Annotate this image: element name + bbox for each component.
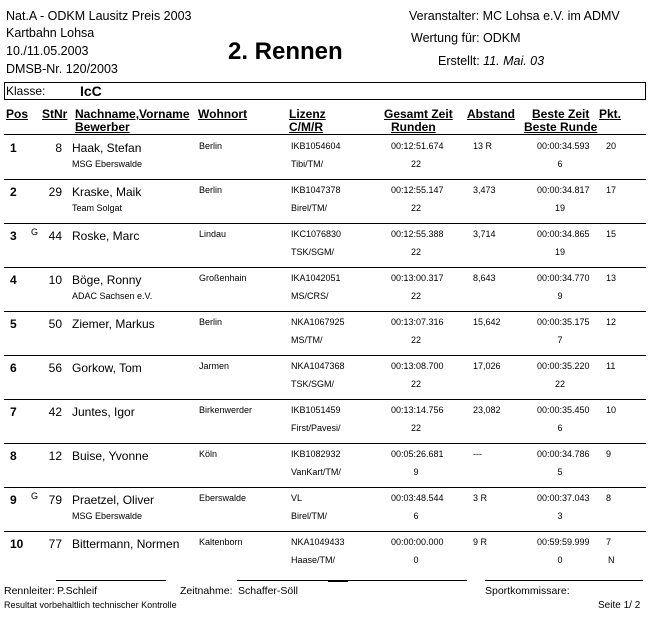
row-cmr: Haase/TM/ <box>291 555 336 565</box>
row-pos: 9 <box>10 493 17 507</box>
row-pkt: 17 <box>606 185 617 195</box>
row-lizenz: IKB1054604 <box>291 141 341 151</box>
row-pos: 1 <box>10 141 17 155</box>
row-abstand: 3,714 <box>473 229 496 239</box>
zeitnahme-line <box>237 580 467 581</box>
table-row <box>0 180 650 224</box>
row-beste-zeit: 00:00:34.817 <box>537 185 590 195</box>
row-cmr: VanKart/TM/ <box>291 467 341 477</box>
row-cmr: TSK/SGM/ <box>291 379 335 389</box>
row-abstand: 15,642 <box>473 317 501 327</box>
row-name: Juntes, Igor <box>72 405 135 419</box>
row-gesamt-zeit: 00:00:00.000 <box>391 537 444 547</box>
row-stnr: 77 <box>48 537 62 551</box>
row-stnr: 8 <box>55 141 62 155</box>
col-abstand: Abstand <box>467 107 515 121</box>
row-wohnort: Berlin <box>199 317 223 327</box>
row-name: Haak, Stefan <box>72 141 142 155</box>
row-beste-runde: 0 <box>557 555 563 565</box>
row-runden: 22 <box>410 203 422 213</box>
sportkommissare-label: Sportkommissare: <box>485 585 570 597</box>
row-stnr: 12 <box>48 449 62 463</box>
row-abstand: --- <box>473 449 482 459</box>
col-bewerber: Bewerber <box>75 120 130 134</box>
row-stnr: 44 <box>48 229 62 243</box>
row-lizenz: NKA1067925 <box>291 317 345 327</box>
row-name: Praetzel, Oliver <box>72 493 155 507</box>
row-name: Ziemer, Markus <box>72 317 155 331</box>
row-beste-zeit: 00:00:35.220 <box>537 361 590 371</box>
col-stnr: StNr <box>42 107 68 121</box>
zeitnahme-name: Schaffer-Söll <box>238 585 298 597</box>
row-gesamt-zeit: 00:12:55.388 <box>391 229 444 239</box>
row-pos: 5 <box>10 317 17 331</box>
table-row <box>0 268 650 312</box>
row-runden: 22 <box>410 379 422 389</box>
row-pkt: 9 <box>606 449 612 459</box>
row-beste-runde: 7 <box>557 335 563 345</box>
row-beste-runde: 19 <box>554 203 566 213</box>
row-gesamt-zeit: 00:05:26.681 <box>391 449 444 459</box>
row-stnr: 10 <box>48 273 62 287</box>
row-name: Böge, Ronny <box>72 273 142 287</box>
row-team: Team Solgat <box>72 203 123 213</box>
table-row <box>0 224 650 268</box>
class-value: IcC <box>80 83 102 99</box>
col-name: Nachname,Vorname <box>75 107 190 121</box>
row-wohnort: Berlin <box>199 185 223 195</box>
row-beste-zeit: 00:00:34.865 <box>537 229 590 239</box>
row-pkt: 13 <box>606 273 617 283</box>
col-runden: Runden <box>391 120 436 134</box>
row-gesamt-zeit: 00:12:55.147 <box>391 185 444 195</box>
row-cmr: First/Pavesi/ <box>291 423 341 433</box>
table-row <box>0 356 650 400</box>
row-gesamt-zeit: 00:03:48.544 <box>391 493 444 503</box>
row-lizenz: IKB1047378 <box>291 185 341 195</box>
control-note: Resultat vorbehaltlich technischer Kontrolle <box>4 600 177 610</box>
row-wohnort: Jarmen <box>199 361 230 371</box>
row-pos: 6 <box>10 361 17 375</box>
row-beste-zeit: 00:59:59.999 <box>537 537 590 547</box>
col-pkt: Pkt. <box>599 107 622 121</box>
dmsb-number: DMSB-Nr. 120/2003 <box>6 62 118 76</box>
row-pkt-extra: N <box>608 555 615 565</box>
row-gesamt-zeit: 00:13:07.316 <box>391 317 444 327</box>
row-pos: 10 <box>10 537 24 551</box>
row-beste-runde: 6 <box>557 423 563 433</box>
row-beste-runde: 3 <box>557 511 563 521</box>
row-beste-zeit: 00:00:35.175 <box>537 317 590 327</box>
row-pos: 3 <box>10 229 17 243</box>
row-cmr: TSK/SGM/ <box>291 247 335 257</box>
row-abstand: 17,026 <box>473 361 501 371</box>
col-pos: Pos <box>6 107 29 121</box>
row-beste-runde: 9 <box>557 291 563 301</box>
row-gesamt-zeit: 00:13:08.700 <box>391 361 444 371</box>
rennleiter-label: Rennleiter: <box>4 585 55 597</box>
row-wohnort: Großenhain <box>199 273 247 283</box>
row-runden: 9 <box>413 467 419 477</box>
col-cmr: C/M/R <box>289 120 323 134</box>
row-gesamt-zeit: 00:13:14.756 <box>391 405 444 415</box>
row-lizenz: IKC1076830 <box>291 229 342 239</box>
col-wohnort: Wohnort <box>198 107 248 121</box>
page-number: Seite 1/ 2 <box>598 600 641 611</box>
row-lizenz: IKA1042051 <box>291 273 341 283</box>
row-name: Buise, Yvonne <box>72 449 149 463</box>
row-pos: 7 <box>10 405 17 419</box>
row-name: Bittermann, Normen <box>72 537 180 551</box>
table-row <box>0 532 650 576</box>
row-cmr: Tibi/TM/ <box>291 159 324 169</box>
row-runden: 22 <box>410 159 422 169</box>
row-cmr: Birel/TM/ <box>291 511 327 521</box>
class-label: Klasse: <box>6 84 46 98</box>
track-name: Kartbahn Lohsa <box>6 26 95 40</box>
row-beste-zeit: 00:00:34.786 <box>537 449 590 459</box>
row-pkt: 8 <box>606 493 612 503</box>
row-pkt: 12 <box>606 317 617 327</box>
table-row <box>0 444 650 488</box>
zeitnahme-label: Zeitnahme: <box>180 585 233 597</box>
row-lizenz: VL <box>291 493 303 503</box>
row-stnr: 56 <box>48 361 62 375</box>
organizer: Veranstalter: MC Lohsa e.V. im ADMV <box>409 9 620 23</box>
row-stnr: 29 <box>48 185 62 199</box>
row-wohnort: Birkenwerder <box>199 405 253 415</box>
row-pos: 8 <box>10 449 17 463</box>
created <box>438 54 544 68</box>
row-beste-runde: 22 <box>554 379 566 389</box>
row-group: G <box>31 227 39 237</box>
row-runden: 22 <box>410 247 422 257</box>
row-group: G <box>31 491 39 501</box>
row-abstand: 23,082 <box>473 405 501 415</box>
rennleiter-name: P.Schleif <box>57 585 98 597</box>
row-runden: 22 <box>410 423 422 433</box>
row-lizenz: NKA1047368 <box>291 361 345 371</box>
row-pkt: 7 <box>606 537 612 547</box>
event-name: Nat.A - ODKM Lausitz Preis 2003 <box>6 9 192 23</box>
row-cmr: MS/TM/ <box>291 335 323 345</box>
row-name: Roske, Marc <box>72 229 140 243</box>
row-gesamt-zeit: 00:13:00.317 <box>391 273 444 283</box>
row-lizenz: IKB1051459 <box>291 405 341 415</box>
row-wohnort: Berlin <box>199 141 223 151</box>
col-lizenz: Lizenz <box>289 107 326 121</box>
col-beste-zeit: Beste Zeit <box>532 107 590 121</box>
rating: Wertung für: ODKM <box>411 31 521 45</box>
row-runden: 22 <box>410 335 422 345</box>
row-team: ADAC Sachsen e.V. <box>72 291 153 301</box>
row-beste-runde: 5 <box>557 467 563 477</box>
row-beste-zeit: 00:00:34.593 <box>537 141 590 151</box>
row-beste-zeit: 00:00:34.770 <box>537 273 590 283</box>
row-stnr: 79 <box>48 493 62 507</box>
row-beste-zeit: 00:00:37.043 <box>537 493 590 503</box>
row-wohnort: Kaltenborn <box>199 537 243 547</box>
table-row <box>0 488 650 532</box>
col-gesamt: Gesamt Zeit <box>384 107 453 121</box>
sportkommissare-line <box>485 580 643 581</box>
row-abstand: 13 R <box>473 141 493 151</box>
row-beste-runde: 6 <box>557 159 563 169</box>
row-team: MSG Eberswalde <box>72 511 143 521</box>
created-label: Erstellt: <box>438 54 480 68</box>
rennleiter-line <box>56 580 166 581</box>
row-pos: 4 <box>10 273 17 287</box>
row-runden: 0 <box>413 555 419 565</box>
row-name: Kraske, Maik <box>72 185 142 199</box>
row-cmr: Birel/TM/ <box>291 203 327 213</box>
row-runden: 22 <box>410 291 422 301</box>
row-cmr: MS/CRS/ <box>291 291 329 301</box>
row-stnr: 42 <box>48 405 62 419</box>
event-date: 10./11.05.2003 <box>6 44 89 58</box>
row-abstand: 8,643 <box>473 273 496 283</box>
table-row <box>0 400 650 444</box>
row-pkt: 20 <box>606 141 617 151</box>
row-name: Gorkow, Tom <box>72 361 142 375</box>
zeitnahme-mark <box>328 580 348 582</box>
created-date: 11. Mai. 03 <box>483 54 545 68</box>
row-pkt: 11 <box>606 361 616 371</box>
row-wohnort: Köln <box>199 449 218 459</box>
row-wohnort: Lindau <box>199 229 227 239</box>
row-stnr: 50 <box>48 317 62 331</box>
row-pkt: 15 <box>606 229 617 239</box>
row-gesamt-zeit: 00:12:51.674 <box>391 141 444 151</box>
row-abstand: 3,473 <box>473 185 496 195</box>
page-title: 2. Rennen <box>228 38 343 65</box>
row-pos: 2 <box>10 185 17 199</box>
row-pkt: 10 <box>606 405 617 415</box>
row-beste-runde: 19 <box>554 247 566 257</box>
row-runden: 6 <box>413 511 419 521</box>
row-wohnort: Eberswalde <box>199 493 247 503</box>
row-beste-zeit: 00:00:35.450 <box>537 405 590 415</box>
header-divider <box>4 134 646 135</box>
row-team: MSG Eberswalde <box>72 159 143 169</box>
table-row <box>0 136 650 180</box>
row-abstand: 3 R <box>473 493 488 503</box>
row-abstand: 9 R <box>473 537 488 547</box>
table-row <box>0 312 650 356</box>
row-lizenz: IKB1082932 <box>291 449 341 459</box>
col-beste-runde: Beste Runde <box>524 120 598 134</box>
row-lizenz: NKA1049433 <box>291 537 345 547</box>
